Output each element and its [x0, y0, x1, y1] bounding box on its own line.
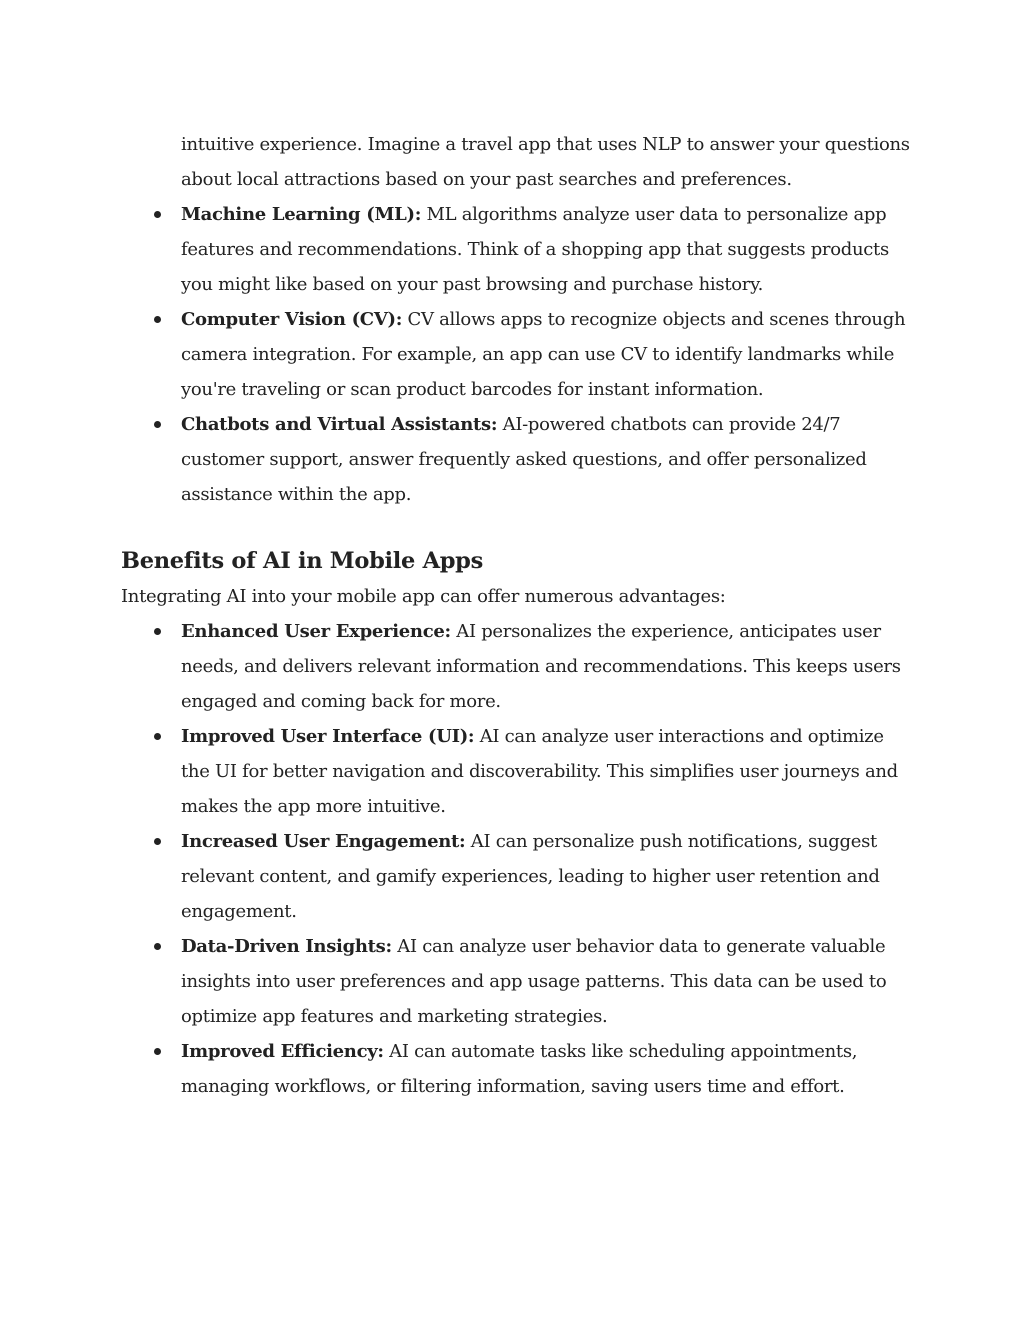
bullet-icon: [154, 943, 161, 950]
list-item: [121, 614, 911, 719]
list-item-text: AI can personalize push notifications, suggest relevant content, and gamify experiences, leading to higher user retention and engagement.: [181, 831, 880, 922]
list-item-term: Increased User Engagement:: [181, 831, 466, 852]
list-item-text: AI personalizes the experience, anticipates user needs, and delivers relevant information and recommendations. This keeps users engaged and coming back for more.: [181, 621, 901, 712]
list-item-term: Machine Learning (ML):: [181, 204, 422, 225]
list-item-text: AI can analyze user behavior data to generate valuable insights into user preferences and app usage patterns. This data can be used to optimize app features and marketing strategies.: [181, 936, 887, 1027]
list-item: [121, 719, 911, 824]
list-item-text: AI-powered chatbots can provide 24/7 customer support, answer frequently asked questions, and offer personalized assistance within the app.: [181, 414, 867, 505]
bullet-icon: [154, 1048, 161, 1055]
list-item: [121, 302, 911, 407]
list-item: [121, 407, 911, 512]
list-item-term: Computer Vision (CV):: [181, 309, 403, 330]
list-item-term: Chatbots and Virtual Assistants:: [181, 414, 498, 435]
list-item: [121, 824, 911, 929]
list-item-term: Improved Efficiency:: [181, 1041, 384, 1062]
bullet-icon: [154, 628, 161, 635]
continuation-paragraph: intuitive experience. Imagine a travel app that uses NLP to answer your questions about local attractions based on your past searches and preferences.: [181, 134, 910, 190]
list-item-text: AI can automate tasks like scheduling appointments, managing workflows, or filtering information, saving users time and effort.: [181, 1041, 858, 1097]
list-item-text: ML algorithms analyze user data to personalize app features and recommendations. Think of a shopping app that suggests products you might like based on your past browsing and purchase history.: [181, 204, 889, 295]
list-item: [121, 1034, 911, 1104]
list-item-term: Enhanced User Experience:: [181, 621, 451, 642]
bullet-icon: [154, 838, 161, 845]
list-item: [121, 929, 911, 1034]
list-item-text: AI can analyze user interactions and optimize the UI for better navigation and discoverability. This simplifies user journeys and makes the app more intuitive.: [181, 726, 898, 817]
ai-technologies-list: [121, 197, 911, 512]
bullet-icon: [154, 421, 161, 428]
list-item: [121, 197, 911, 302]
section-heading: Benefits of AI in Mobile Apps: [121, 548, 483, 574]
bullet-icon: [154, 316, 161, 323]
list-item-term: Data-Driven Insights:: [181, 936, 392, 957]
list-item-term: Improved User Interface (UI):: [181, 726, 475, 747]
section-intro: Integrating AI into your mobile app can offer numerous advantages:: [121, 586, 726, 607]
bullet-icon: [154, 733, 161, 740]
list-item-text: CV allows apps to recognize objects and scenes through camera integration. For example, an app can use CV to identify landmarks while you're traveling or scan product barcodes for instant information.: [181, 309, 906, 400]
benefits-list: [121, 614, 911, 1104]
page-content: [121, 127, 911, 1104]
bullet-icon: [154, 211, 161, 218]
